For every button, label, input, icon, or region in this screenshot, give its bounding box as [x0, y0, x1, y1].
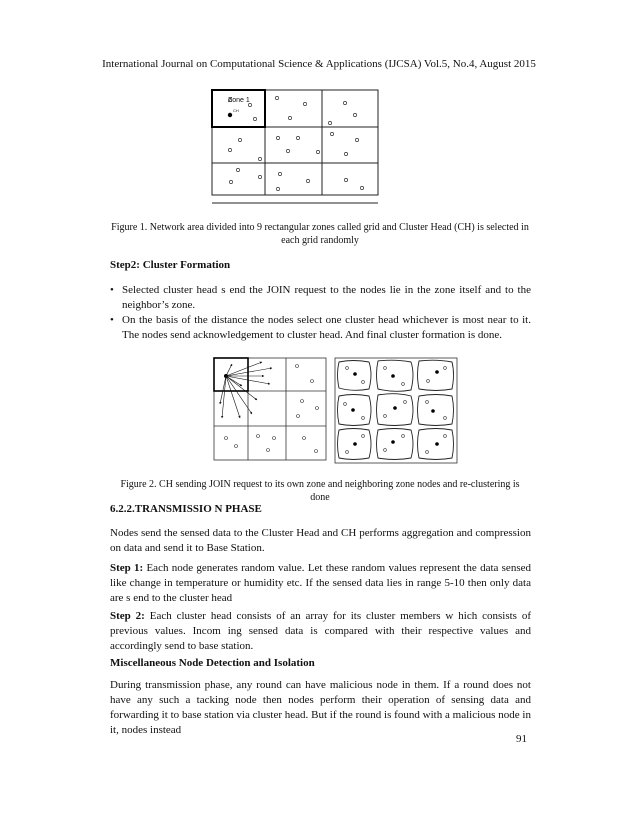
- ch-label: CH: [233, 108, 239, 113]
- list-item: • Selected cluster head s end the JOIN request to the nodes lie in the zone itself and to the neighbor’s zone.: [110, 284, 531, 311]
- paragraph-step2: Step 2: Each cluster head consists of an array for its cluster members w hich consists of previous values. Incom ing sensed data is compared with their respective values and accordingly send to base station.: [110, 610, 531, 652]
- page-number: 91: [516, 733, 527, 745]
- step2-heading: Step2: Cluster Formation: [110, 259, 231, 271]
- bullet-list: [110, 283, 531, 343]
- misc-heading: Miscellaneous Node Detection and Isolation: [110, 657, 315, 669]
- figure1-grid: [200, 85, 390, 217]
- paragraph-misc: During transmission phase, any round can have malicious node in them. If a round does not have any such a tacking node then nodes perform their operation of sensing data and forwarding it to base station via cluster head. But if the round is found with a malicious node in it, nodes instead: [110, 679, 531, 736]
- section-heading: 6.2.2.TRANSMISSIO N PHASE: [110, 503, 262, 515]
- paragraph-transmission: Nodes send the sensed data to the Cluster Head and CH performs aggregation and compression on data and send it to Base Station.: [110, 527, 531, 554]
- journal-header: International Journal on Computational Science & Applications (IJCSA) Vol.5, No.4, August 2015: [102, 58, 536, 70]
- list-item: • On the basis of the distance the nodes select one cluster head whichever is most near to it. The nodes send acknowledgement to cluster head. And final cluster formation is done.: [110, 314, 531, 341]
- figure1-caption: Figure 1. Network area divided into 9 rectangular zones called grid and Cluster Head (CH) is selected in each grid randomly: [111, 222, 529, 246]
- figure2-join-diagram: [212, 356, 330, 464]
- cluster-head-node: [228, 113, 232, 117]
- figure2-caption: Figure 2. CH sending JOIN request to its own zone and neighboring zone nodes and re-clustering is done: [120, 479, 520, 503]
- zone1-label: Zone 1: [228, 97, 250, 104]
- figure2-reclustering-diagram: [333, 356, 460, 466]
- paragraph-step1: Step 1: Each node generates random value. Let these random values represent the data sensed like change in temperature or humidity etc. If the sensed data lies in range 5-10 then only data are s end to the cluster head: [110, 562, 531, 604]
